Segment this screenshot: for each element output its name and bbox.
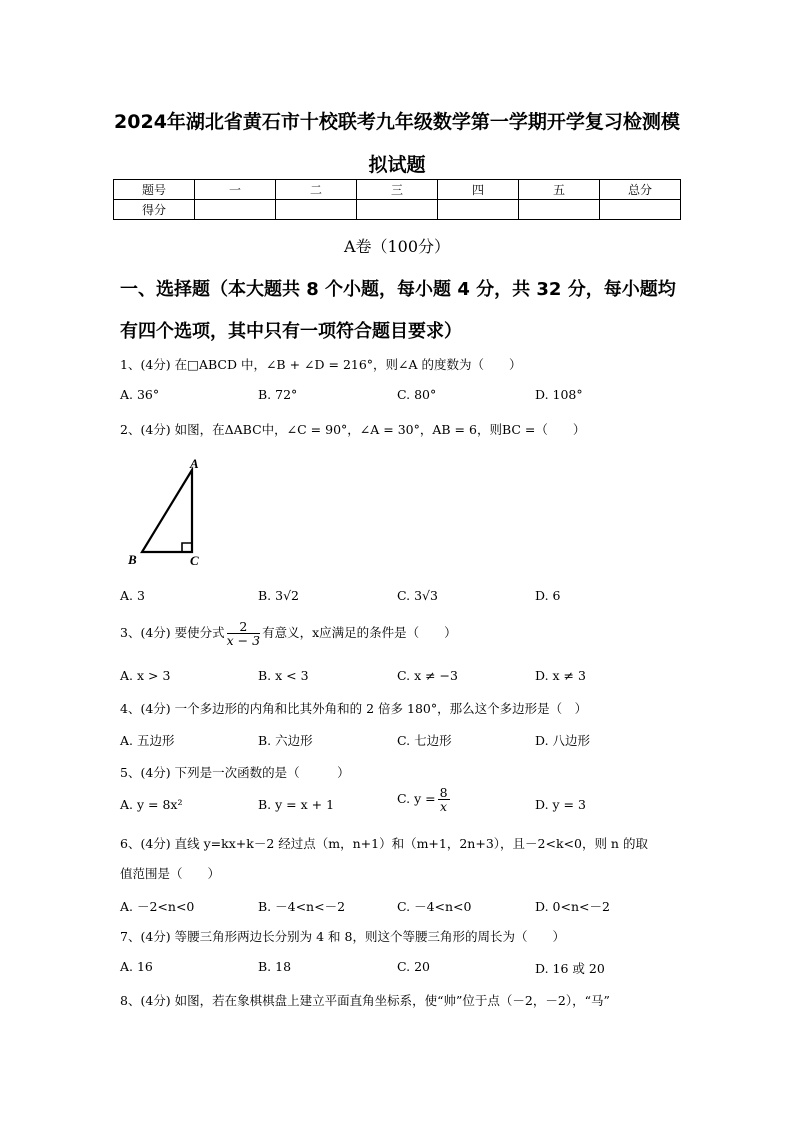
q6-option-a[interactable]: A. －2<n<0 <box>120 899 195 914</box>
q6-option-c[interactable]: C. －4<n<0 <box>397 899 472 914</box>
question-2-stem: 2、(4分) 如图，在ΔABC中，∠C = 90°，∠A = 30°，AB = 6，则BC =（ ） <box>120 422 586 437</box>
q3-fraction <box>227 620 260 647</box>
question-8-stem: 8、(4分) 如图，若在象棋棋盘上建立平面直角坐标系，使“帅”位于点（－2，－2），“马” <box>120 993 610 1008</box>
score-input-cell[interactable] <box>519 200 600 220</box>
q7-option-a[interactable]: A. 16 <box>120 959 153 974</box>
q2-option-b[interactable]: B. 3√2 <box>258 588 300 603</box>
vertex-c-label: C <box>190 553 199 568</box>
page-title-line2: 拟试题 <box>368 154 426 176</box>
q3-stem-pre: 3、(4分) 要使分式 <box>120 625 225 641</box>
vertex-b-label: B <box>128 552 137 567</box>
q7-option-d[interactable]: D. 16 或 20 <box>535 961 605 976</box>
score-input-cell[interactable] <box>276 200 357 220</box>
q4-option-b[interactable]: B. 六边形 <box>258 733 313 748</box>
table-cell: 一 <box>195 180 276 200</box>
question-6-stem-line2: 值范围是（ ） <box>120 866 221 881</box>
q1-option-c[interactable]: C. 80° <box>397 387 437 402</box>
q3-stem-post: 有意义，x应满足的条件是（ ） <box>262 625 457 641</box>
triangle-figure <box>122 455 212 575</box>
q5-option-c[interactable] <box>397 786 452 813</box>
q5-option-a[interactable]: A. y = 8x² <box>120 797 183 812</box>
q4-option-c[interactable]: C. 七边形 <box>397 733 452 748</box>
q1-option-b[interactable]: B. 72° <box>258 387 298 402</box>
q5-option-c-label: C. y = <box>397 791 436 807</box>
q5-option-c-numerator: 8 <box>439 785 448 800</box>
q3-option-d[interactable]: D. x ≠ 3 <box>535 668 586 683</box>
question-4-stem: 4、(4分) 一个多边形的内角和比其外角和的 2 倍多 180°，那么这个多边形是（ ） <box>120 701 588 716</box>
q2-option-d[interactable]: D. 6 <box>535 588 561 603</box>
table-cell: 题号 <box>114 180 195 200</box>
q5-option-b[interactable]: B. y = x + 1 <box>258 797 335 812</box>
score-input-cell[interactable] <box>438 200 519 220</box>
question-3-stem <box>120 620 457 647</box>
table-cell: 总分 <box>600 180 681 200</box>
vertex-a-label: A <box>190 456 199 471</box>
question-5-stem: 5、(4分) 下列是一次函数的是（ ） <box>120 765 350 780</box>
score-input-cell[interactable] <box>357 200 438 220</box>
table-cell: 得分 <box>114 200 195 220</box>
question-6-stem-line1: 6、(4分) 直线 y=kx+k－2 经过点（m，n+1）和（m+1，2n+3），且－2<k<0，则 n 的取 <box>120 836 648 851</box>
table-cell: 五 <box>519 180 600 200</box>
q1-option-d[interactable]: D. 108° <box>535 387 583 402</box>
score-table-score-row <box>114 200 681 220</box>
q4-option-d[interactable]: D. 八边形 <box>535 733 591 748</box>
q5-option-c-fraction <box>438 786 450 813</box>
q5-option-d[interactable]: D. y = 3 <box>535 797 586 812</box>
table-cell: 三 <box>357 180 438 200</box>
q3-fraction-numerator: 2 <box>227 620 260 634</box>
q3-option-a[interactable]: A. x > 3 <box>120 668 171 683</box>
q6-option-d[interactable]: D. 0<n<－2 <box>535 899 610 914</box>
q7-option-b[interactable]: B. 18 <box>258 959 292 974</box>
section-a-heading: A卷（100分） <box>343 237 451 256</box>
table-cell: 二 <box>276 180 357 200</box>
table-cell: 四 <box>438 180 519 200</box>
score-table <box>113 179 681 220</box>
question-7-stem: 7、(4分) 等腰三角形两边长分别为 4 和 8，则这个等腰三角形的周长为（ ） <box>120 929 565 944</box>
q2-option-c[interactable]: C. 3√3 <box>397 588 438 603</box>
q3-fraction-denominator: x − 3 <box>226 633 261 649</box>
q4-option-a[interactable]: A. 五边形 <box>120 733 175 748</box>
q3-option-c[interactable]: C. x ≠ −3 <box>397 668 458 683</box>
q6-option-b[interactable]: B. －4<n<－2 <box>258 899 346 914</box>
page-title-line1: 2024年湖北省黄石市十校联考九年级数学第一学期开学复习检测模 <box>114 111 680 133</box>
q3-option-b[interactable]: B. x < 3 <box>258 668 309 683</box>
score-input-cell[interactable] <box>600 200 681 220</box>
q2-option-a[interactable]: A. 3 <box>120 588 145 603</box>
section1-heading-line1: 一、选择题（本大题共 8 个小题，每小题 4 分，共 32 分，每小题均 <box>120 279 676 300</box>
section1-heading-line2: 有四个选项，其中只有一项符合题目要求） <box>120 321 462 342</box>
score-input-cell[interactable] <box>195 200 276 220</box>
score-table-header-row <box>114 180 681 200</box>
question-1-stem: 1、(4分) 在□ABCD 中，∠B + ∠D = 216°，则∠A 的度数为（ ） <box>120 357 522 372</box>
q1-option-a[interactable]: A. 36° <box>120 387 160 402</box>
q7-option-c[interactable]: C. 20 <box>397 959 430 974</box>
q5-option-c-denominator: x <box>440 799 448 815</box>
